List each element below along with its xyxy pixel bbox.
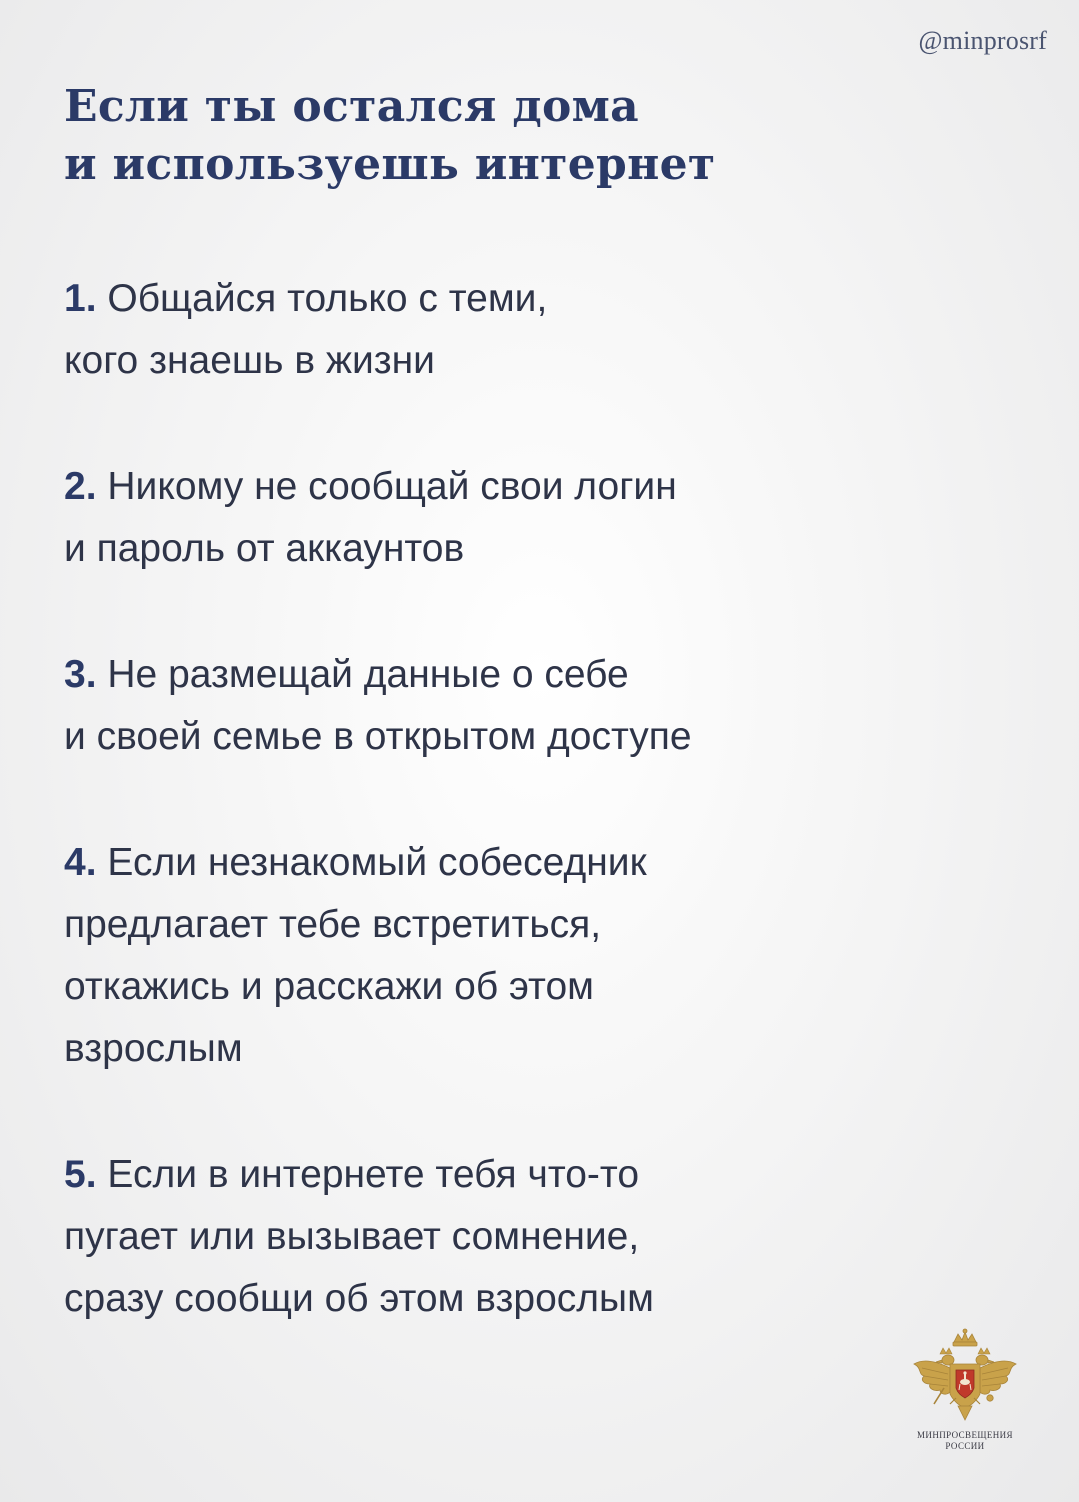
ministry-logo [885,1328,1045,1468]
tip-5 [64,1144,964,1330]
tip-line: взрослым [64,1027,243,1070]
tip-line [64,644,964,706]
tip-text: Если незнакомый собеседник [107,841,647,884]
tip-number: 5. [64,1153,97,1196]
tip-line: предлагает тебе встретиться, [64,903,602,946]
tip-number: 3. [64,653,97,696]
tip-line: и своей семье в открытом доступе [64,715,692,758]
tip-line: кого знаешь в жизни [64,339,435,382]
tip-text: Если в интернете тебя что-то [107,1153,640,1196]
tip-line: и пароль от аккаунтов [64,527,465,570]
eagle-emblem-icon [910,1328,1020,1428]
title-line-2: и используешь интернет [64,139,716,190]
tips-list [64,268,964,1330]
page-title [64,78,715,194]
tip-line [64,456,964,518]
logo-caption-line-1: МИНПРОСВЕЩЕНИЯ [917,1430,1013,1440]
tip-line: сразу сообщи об этом взрослым [64,1277,654,1320]
tip-number: 2. [64,465,97,508]
tip-text: Общайся только с теми, [107,277,548,320]
tip-line [64,268,964,330]
tip-line [64,1144,964,1206]
social-handle: @minprosrf [918,26,1047,55]
tip-2 [64,456,964,580]
tip-text: Не размещай данные о себе [107,653,629,696]
tip-number: 4. [64,841,97,884]
tip-line: откажись и расскажи об этом [64,965,594,1008]
title-line-1: Если ты остался дома [64,81,639,132]
tip-number: 1. [64,277,97,320]
logo-caption [885,1430,1045,1452]
tip-4 [64,832,964,1080]
tip-3 [64,644,964,768]
tip-1 [64,268,964,392]
tip-line: пугает или вызывает сомнение, [64,1215,640,1258]
tip-text: Никому не сообщай свои логин [107,465,677,508]
tip-line [64,832,964,894]
logo-caption-line-2: РОССИИ [945,1441,985,1451]
